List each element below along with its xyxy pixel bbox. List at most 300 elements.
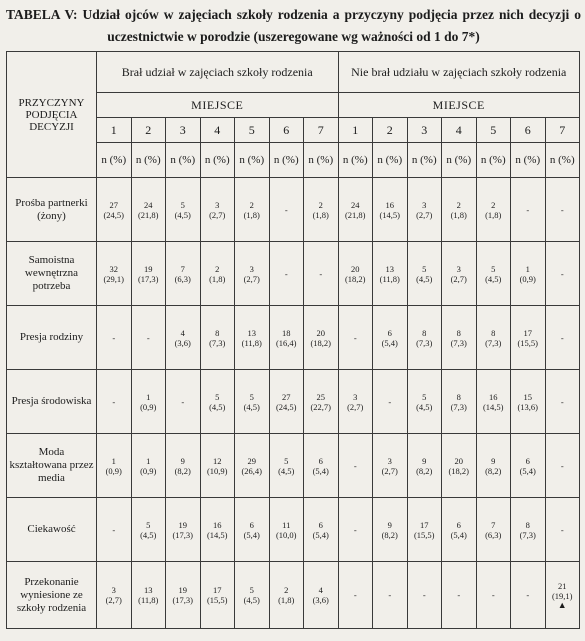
cell-percent: (4,5) bbox=[243, 595, 260, 605]
cell-count: - bbox=[560, 204, 564, 215]
cell-count: 24 bbox=[144, 199, 153, 210]
unit-label-text: n (%) bbox=[377, 154, 403, 166]
data-table bbox=[6, 51, 580, 629]
cell-percent: (29,1) bbox=[103, 273, 125, 284]
unit-label-text: n (%) bbox=[273, 154, 299, 166]
data-cell bbox=[200, 498, 235, 562]
unit-label-text: n (%) bbox=[446, 154, 472, 166]
cell-percent: (18,2) bbox=[448, 465, 470, 476]
data-cell bbox=[511, 498, 546, 562]
data-cell bbox=[407, 178, 442, 242]
unit-label-text: n (%) bbox=[308, 154, 334, 166]
cell-percent: (11,8) bbox=[241, 337, 262, 348]
data-cell bbox=[407, 498, 442, 562]
place-number: 3 bbox=[166, 118, 201, 143]
data-cell bbox=[304, 306, 339, 370]
data-cell bbox=[304, 370, 339, 434]
cell-count: 20 bbox=[454, 455, 463, 466]
table-row bbox=[7, 370, 580, 434]
place-number: 7 bbox=[304, 118, 339, 143]
place-number: 4 bbox=[200, 118, 235, 143]
data-cell bbox=[511, 242, 546, 306]
cell-count: 3 bbox=[111, 585, 116, 595]
cell-percent: (11,8) bbox=[379, 273, 400, 284]
cell-percent: (15,5) bbox=[517, 337, 539, 348]
data-cell bbox=[545, 370, 580, 434]
unit-label-text: n (%) bbox=[342, 154, 368, 166]
cell-count: - bbox=[353, 524, 357, 535]
place-number: 4 bbox=[442, 118, 477, 143]
unit-label-text: n (%) bbox=[411, 154, 437, 166]
place-header-took-part: MIEJSCE bbox=[97, 93, 339, 118]
cell-count: - bbox=[526, 204, 530, 215]
cell-percent: (14,5) bbox=[379, 209, 401, 220]
cell-count: 13 bbox=[385, 263, 394, 274]
cell-count: - bbox=[319, 268, 323, 279]
cell-percent: (26,4) bbox=[241, 465, 263, 476]
data-cell bbox=[235, 242, 270, 306]
data-cell bbox=[235, 562, 270, 629]
data-cell bbox=[338, 370, 373, 434]
cell-count: - bbox=[388, 590, 392, 600]
unit-label-text: n (%) bbox=[549, 154, 575, 166]
cell-count: 19 bbox=[144, 263, 153, 274]
data-cell bbox=[200, 306, 235, 370]
data-cell bbox=[200, 434, 235, 498]
cell-percent: (17,3) bbox=[137, 273, 159, 284]
cell-percent: (4,5) bbox=[174, 209, 191, 220]
row-label: Presja środowiska bbox=[7, 370, 97, 434]
cell-count: 32 bbox=[109, 263, 118, 274]
data-cell bbox=[545, 434, 580, 498]
table-row bbox=[7, 498, 580, 562]
cell-count: 8 bbox=[456, 391, 461, 402]
unit-label bbox=[97, 143, 132, 178]
data-cell bbox=[166, 370, 201, 434]
data-cell bbox=[373, 498, 408, 562]
cell-count: 24 bbox=[351, 199, 360, 210]
cell-count: 13 bbox=[144, 585, 153, 595]
data-cell bbox=[97, 178, 132, 242]
cell-count: - bbox=[353, 590, 357, 600]
cell-count: 5 bbox=[491, 263, 496, 274]
data-cell bbox=[545, 498, 580, 562]
unit-label-text: n (%) bbox=[170, 154, 196, 166]
table-caption: TABELA V: Udział ojców w zajęciach szkoły rodzenia a przyczyny podjęcia przez nich decyzji o uczestnictwie w porodzie (uszeregowane wg ważności od 1 do 7*) bbox=[6, 7, 581, 44]
place-number: 7 bbox=[545, 118, 580, 143]
cell-count: 9 bbox=[491, 455, 496, 466]
data-cell bbox=[545, 306, 580, 370]
cell-count: - bbox=[491, 590, 495, 600]
data-cell bbox=[269, 370, 304, 434]
data-cell bbox=[131, 498, 166, 562]
cell-percent: (13,6) bbox=[517, 401, 539, 412]
data-cell bbox=[511, 434, 546, 498]
data-cell bbox=[373, 242, 408, 306]
unit-label bbox=[511, 143, 546, 178]
cell-percent: (4,5) bbox=[140, 529, 157, 540]
unit-label bbox=[545, 143, 580, 178]
data-cell bbox=[545, 178, 580, 242]
cell-count: 17 bbox=[523, 327, 532, 338]
cell-percent: (5,4) bbox=[450, 529, 467, 540]
data-cell bbox=[373, 562, 408, 629]
cell-count: 6 bbox=[318, 455, 323, 466]
cell-count: - bbox=[560, 460, 564, 471]
data-cell bbox=[545, 562, 580, 629]
marker-icon: ▲ bbox=[557, 599, 567, 610]
cell-percent: (8,2) bbox=[416, 465, 433, 476]
unit-label bbox=[131, 143, 166, 178]
cell-percent: (2,7) bbox=[347, 401, 364, 412]
row-label: Presja rodziny bbox=[7, 306, 97, 370]
cell-percent: (17,3) bbox=[172, 595, 194, 605]
place-number: 5 bbox=[235, 118, 270, 143]
cell-count: - bbox=[388, 396, 392, 407]
data-cell bbox=[269, 178, 304, 242]
cell-percent: (3,6) bbox=[312, 595, 329, 605]
data-cell bbox=[166, 434, 201, 498]
cell-count: 4 bbox=[180, 327, 185, 338]
data-cell bbox=[373, 306, 408, 370]
cell-count: - bbox=[146, 332, 150, 343]
unit-label-text: n (%) bbox=[515, 154, 541, 166]
cell-percent: (0,9) bbox=[519, 273, 536, 284]
cell-percent: (21,8) bbox=[137, 209, 159, 220]
cell-percent: (0,9) bbox=[105, 465, 122, 476]
cell-count: 2 bbox=[284, 585, 289, 595]
unit-label-text: n (%) bbox=[239, 154, 265, 166]
cell-count: 27 bbox=[109, 199, 118, 210]
unit-label bbox=[338, 143, 373, 178]
cell-count: 8 bbox=[215, 327, 220, 338]
data-cell bbox=[97, 562, 132, 629]
cell-count: 17 bbox=[213, 585, 222, 595]
table-row bbox=[7, 434, 580, 498]
place-number: 1 bbox=[97, 118, 132, 143]
data-cell bbox=[338, 434, 373, 498]
cell-count: - bbox=[353, 460, 357, 471]
data-cell bbox=[97, 306, 132, 370]
cell-percent: (1,8) bbox=[278, 595, 295, 605]
cell-count: 8 bbox=[456, 327, 461, 338]
data-cell bbox=[338, 178, 373, 242]
data-cell bbox=[373, 178, 408, 242]
data-cell bbox=[166, 498, 201, 562]
cell-count: 27 bbox=[282, 391, 291, 402]
cell-percent: (2,7) bbox=[209, 209, 226, 220]
cell-percent: (2,7) bbox=[381, 465, 398, 476]
data-cell bbox=[200, 562, 235, 629]
cell-count: 6 bbox=[525, 455, 530, 466]
cell-count: 8 bbox=[491, 327, 496, 338]
cell-count: 11 bbox=[282, 519, 291, 530]
cell-count: - bbox=[560, 268, 564, 279]
data-cell bbox=[235, 498, 270, 562]
cell-percent: (4,5) bbox=[416, 401, 433, 412]
cell-percent: (2,7) bbox=[416, 209, 433, 220]
cell-count: 21 bbox=[558, 580, 567, 591]
cell-count: 18 bbox=[282, 327, 291, 338]
cell-count: 15 bbox=[523, 391, 532, 402]
cell-percent: (7,3) bbox=[519, 529, 536, 540]
cell-count: 3 bbox=[249, 263, 254, 274]
cell-count: 12 bbox=[213, 455, 222, 466]
cell-percent: (22,7) bbox=[310, 401, 332, 412]
data-cell bbox=[269, 562, 304, 629]
data-cell bbox=[200, 370, 235, 434]
cell-count: 6 bbox=[249, 519, 254, 530]
cell-count: 2 bbox=[318, 199, 323, 210]
cell-count: 25 bbox=[316, 391, 325, 402]
cell-count: 3 bbox=[353, 391, 358, 402]
data-cell bbox=[476, 242, 511, 306]
cell-count: 3 bbox=[422, 199, 427, 210]
cell-count: 5 bbox=[146, 519, 151, 530]
cell-percent: (11,8) bbox=[138, 595, 159, 605]
cell-count: 16 bbox=[213, 519, 222, 530]
place-number: 5 bbox=[476, 118, 511, 143]
data-cell bbox=[97, 242, 132, 306]
cell-percent: (4,5) bbox=[416, 273, 433, 284]
data-cell bbox=[269, 498, 304, 562]
data-cell bbox=[476, 434, 511, 498]
cell-percent: (2,7) bbox=[243, 273, 260, 284]
cell-count: 5 bbox=[180, 199, 185, 210]
cell-count: 6 bbox=[456, 519, 461, 530]
data-cell bbox=[373, 434, 408, 498]
cell-percent: (7,3) bbox=[209, 337, 226, 348]
data-cell bbox=[338, 562, 373, 629]
data-cell bbox=[407, 306, 442, 370]
row-label: Przekonanie wyniesione ze szkoły rodzenia bbox=[7, 562, 97, 629]
unit-label-text: n (%) bbox=[204, 154, 230, 166]
unit-label bbox=[166, 143, 201, 178]
cell-count: 16 bbox=[489, 391, 498, 402]
cell-count: - bbox=[112, 396, 116, 407]
cell-percent: (18,2) bbox=[310, 337, 332, 348]
place-number: 3 bbox=[407, 118, 442, 143]
cell-percent: (6,3) bbox=[485, 529, 502, 540]
cell-percent: (15,5) bbox=[413, 529, 435, 540]
data-cell bbox=[269, 242, 304, 306]
data-cell bbox=[407, 242, 442, 306]
cell-count: 16 bbox=[385, 199, 394, 210]
data-cell bbox=[269, 306, 304, 370]
row-label: Ciekawość bbox=[7, 498, 97, 562]
cell-count: 9 bbox=[387, 519, 392, 530]
data-cell bbox=[166, 306, 201, 370]
cell-percent: (14,5) bbox=[482, 401, 504, 412]
data-cell bbox=[442, 242, 477, 306]
cell-percent: (8,2) bbox=[485, 465, 502, 476]
cell-percent: (10,0) bbox=[275, 529, 297, 540]
unit-label bbox=[442, 143, 477, 178]
unit-label bbox=[476, 143, 511, 178]
cell-percent: (0,9) bbox=[140, 401, 157, 412]
cell-percent: (7,3) bbox=[485, 337, 502, 348]
cell-count: - bbox=[353, 332, 357, 343]
data-cell bbox=[476, 562, 511, 629]
data-cell bbox=[476, 498, 511, 562]
cell-percent: (18,2) bbox=[344, 273, 366, 284]
cell-percent: (19,1) bbox=[551, 590, 573, 601]
cell-percent: (1,8) bbox=[209, 273, 226, 284]
data-cell bbox=[373, 370, 408, 434]
group-header-took-part: Brał udział w zajęciach szkoły rodzenia bbox=[97, 52, 339, 93]
data-cell bbox=[304, 178, 339, 242]
cell-count: 3 bbox=[215, 199, 220, 210]
cell-count: 19 bbox=[178, 585, 187, 595]
cell-percent: (7,3) bbox=[416, 337, 433, 348]
cell-count: 6 bbox=[318, 519, 323, 530]
data-cell bbox=[407, 370, 442, 434]
cell-percent: (17,3) bbox=[172, 529, 194, 540]
table-row bbox=[7, 178, 580, 242]
cell-percent: (24,5) bbox=[275, 401, 297, 412]
cell-count: 2 bbox=[215, 263, 220, 274]
cell-count: 2 bbox=[456, 199, 461, 210]
data-cell bbox=[235, 178, 270, 242]
cell-percent: (15,5) bbox=[206, 595, 228, 605]
cell-count: 4 bbox=[318, 585, 323, 595]
data-cell bbox=[476, 306, 511, 370]
cell-count: 8 bbox=[422, 327, 427, 338]
cell-percent: (0,9) bbox=[140, 465, 157, 476]
cell-count: 1 bbox=[146, 455, 151, 466]
cell-count: - bbox=[181, 396, 185, 407]
data-cell bbox=[511, 178, 546, 242]
data-cell bbox=[97, 498, 132, 562]
unit-label-text: n (%) bbox=[480, 154, 506, 166]
cell-percent: (8,2) bbox=[381, 529, 398, 540]
cell-percent: (1,8) bbox=[312, 209, 329, 220]
cell-count: 13 bbox=[247, 327, 256, 338]
cell-percent: (5,4) bbox=[381, 337, 398, 348]
place-header-not-took-part: MIEJSCE bbox=[338, 93, 580, 118]
cell-count: - bbox=[284, 204, 288, 215]
cell-count: 19 bbox=[178, 519, 187, 530]
row-label: Prośba partnerki (żony) bbox=[7, 178, 97, 242]
table-row bbox=[7, 306, 580, 370]
data-cell bbox=[338, 242, 373, 306]
row-label: Moda kształtowana przez media bbox=[7, 434, 97, 498]
cell-count: - bbox=[560, 396, 564, 407]
cell-count: - bbox=[112, 524, 116, 535]
data-cell bbox=[338, 498, 373, 562]
cell-percent: (5,4) bbox=[312, 529, 329, 540]
data-cell bbox=[235, 306, 270, 370]
cell-count: - bbox=[560, 524, 564, 535]
data-cell bbox=[442, 370, 477, 434]
cell-percent: (1,8) bbox=[450, 209, 467, 220]
cell-percent: (5,4) bbox=[519, 465, 536, 476]
cell-count: 6 bbox=[387, 327, 392, 338]
cell-count: 20 bbox=[316, 327, 325, 338]
data-cell bbox=[511, 562, 546, 629]
cell-percent: (24,5) bbox=[103, 209, 125, 220]
data-cell bbox=[131, 306, 166, 370]
cell-count: - bbox=[560, 332, 564, 343]
data-cell bbox=[131, 178, 166, 242]
cell-count: 7 bbox=[491, 519, 496, 530]
place-number: 2 bbox=[131, 118, 166, 143]
unit-label-text: n (%) bbox=[101, 154, 127, 166]
data-cell bbox=[166, 562, 201, 629]
data-cell bbox=[407, 434, 442, 498]
data-cell bbox=[442, 306, 477, 370]
data-cell bbox=[442, 434, 477, 498]
cell-count: 1 bbox=[146, 391, 151, 402]
data-cell bbox=[97, 370, 132, 434]
cell-percent: (2,7) bbox=[450, 273, 467, 284]
cell-count: 2 bbox=[491, 199, 496, 210]
data-cell bbox=[545, 242, 580, 306]
cell-percent: (21,8) bbox=[344, 209, 366, 220]
data-cell bbox=[442, 562, 477, 629]
cell-count: 5 bbox=[284, 455, 289, 466]
data-cell bbox=[131, 370, 166, 434]
cell-count: - bbox=[422, 590, 426, 600]
place-number: 2 bbox=[373, 118, 408, 143]
cell-count: 9 bbox=[422, 455, 427, 466]
data-cell bbox=[304, 434, 339, 498]
data-cell bbox=[304, 562, 339, 629]
data-cell bbox=[511, 370, 546, 434]
data-cell bbox=[166, 242, 201, 306]
data-cell bbox=[269, 434, 304, 498]
cell-count: 20 bbox=[351, 263, 360, 274]
cell-count: 9 bbox=[180, 455, 185, 466]
place-number: 6 bbox=[511, 118, 546, 143]
data-cell bbox=[304, 498, 339, 562]
data-cell bbox=[200, 178, 235, 242]
data-cell bbox=[476, 370, 511, 434]
data-cell bbox=[131, 562, 166, 629]
cell-count: - bbox=[112, 332, 116, 343]
cell-percent: (10,9) bbox=[206, 465, 228, 476]
cell-percent: (8,2) bbox=[174, 465, 191, 476]
cell-percent: (1,8) bbox=[243, 209, 260, 220]
data-cell bbox=[407, 562, 442, 629]
cell-count: 29 bbox=[247, 455, 256, 466]
unit-label bbox=[269, 143, 304, 178]
cell-percent: (7,3) bbox=[450, 337, 467, 348]
cell-count: 5 bbox=[422, 263, 427, 274]
cell-count: 5 bbox=[249, 585, 254, 595]
cell-count: 3 bbox=[387, 455, 392, 466]
cell-count: 2 bbox=[249, 199, 254, 210]
cell-count: 5 bbox=[249, 391, 254, 402]
cell-percent: (2,7) bbox=[105, 595, 122, 605]
cell-percent: (4,5) bbox=[278, 465, 295, 476]
unit-label bbox=[304, 143, 339, 178]
data-cell bbox=[511, 306, 546, 370]
cell-count: 3 bbox=[456, 263, 461, 274]
data-cell bbox=[235, 370, 270, 434]
place-number: 6 bbox=[269, 118, 304, 143]
cell-percent: (6,3) bbox=[174, 273, 191, 284]
row-header: PRZYCZYNY PODJĘCIA DECYZJI bbox=[7, 52, 97, 178]
table-body bbox=[7, 178, 580, 629]
cell-percent: (3,6) bbox=[174, 337, 191, 348]
cell-percent: (5,4) bbox=[312, 465, 329, 476]
cell-percent: (4,5) bbox=[485, 273, 502, 284]
cell-count: 8 bbox=[525, 519, 530, 530]
data-cell bbox=[200, 242, 235, 306]
data-cell bbox=[442, 498, 477, 562]
unit-label bbox=[235, 143, 270, 178]
